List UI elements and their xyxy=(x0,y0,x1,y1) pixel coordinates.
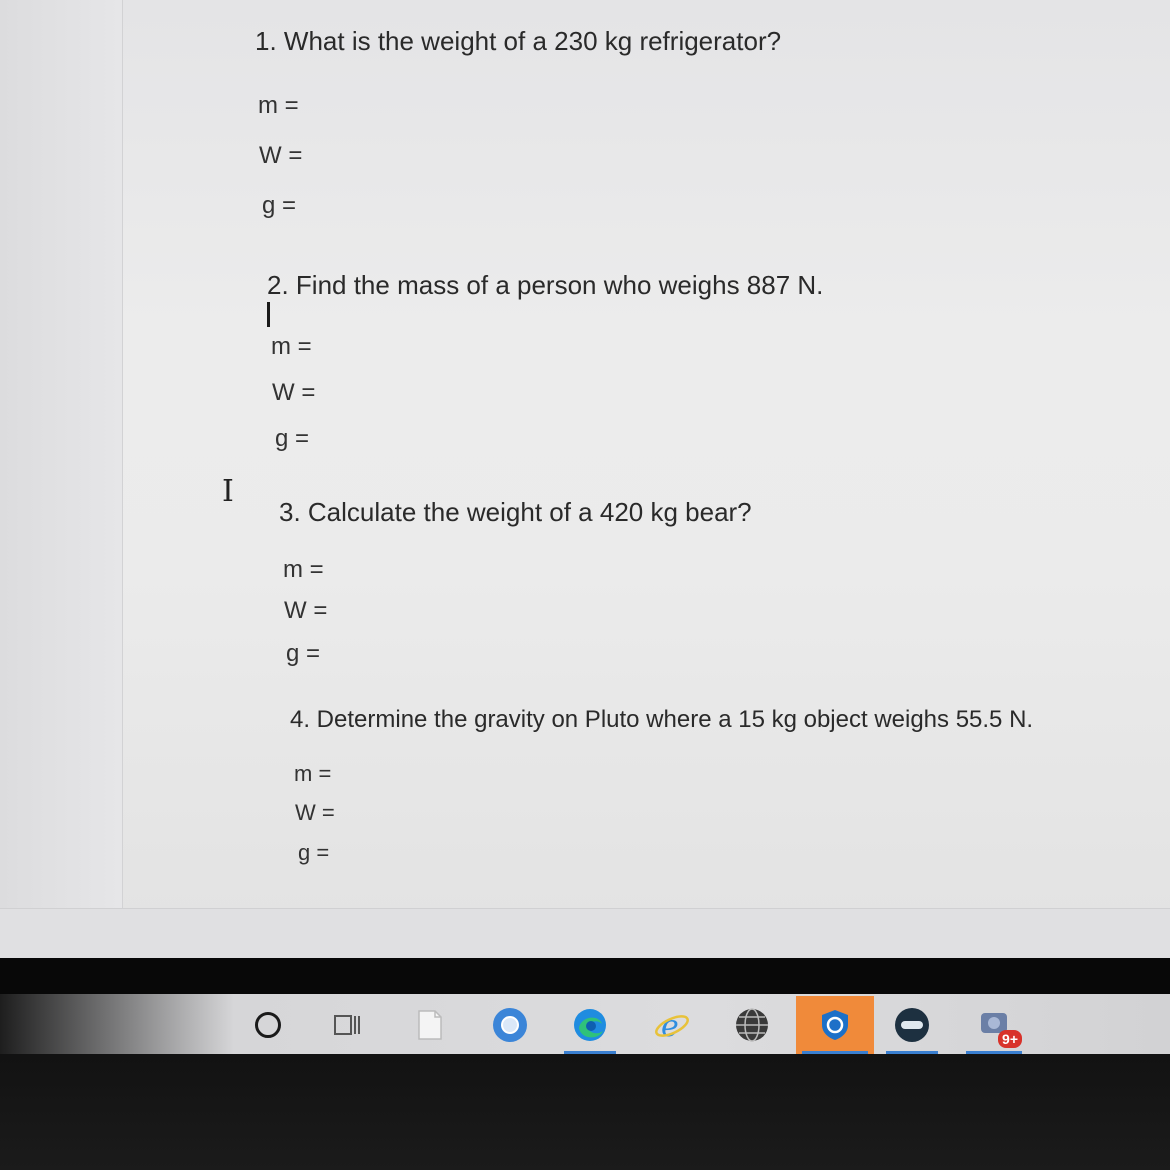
cortana-search-icon xyxy=(255,1012,281,1038)
question-2-weight-label: W = xyxy=(272,379,316,406)
edge-icon xyxy=(571,1006,609,1044)
question-4-weight-label: W = xyxy=(295,800,335,825)
question-2-mass-label: m = xyxy=(271,333,312,360)
screen-bezel xyxy=(0,958,1170,998)
globe-icon xyxy=(734,1007,770,1043)
question-3-weight-label: W = xyxy=(284,597,328,624)
chrome-button[interactable] xyxy=(478,996,542,1054)
svg-text:e: e xyxy=(661,1009,679,1044)
question-4-mass-label: m = xyxy=(294,761,332,786)
text-caret xyxy=(267,302,270,327)
question-1-mass-label: m = xyxy=(258,92,299,119)
laptop-lower-bezel xyxy=(0,1054,1170,1170)
question-3-prompt: 3. Calculate the weight of a 420 kg bear? xyxy=(279,497,752,527)
question-1-weight-label: W = xyxy=(259,142,303,169)
page-left-margin xyxy=(0,0,123,908)
ibeam-cursor-icon: I xyxy=(222,474,234,509)
task-view-button[interactable] xyxy=(316,996,380,1054)
question-4-gravity-label: g = xyxy=(298,840,330,865)
question-3-mass-label: m = xyxy=(283,556,324,583)
security-shield-button[interactable] xyxy=(796,996,874,1054)
cortana-search-button[interactable] xyxy=(236,996,300,1054)
chrome-icon xyxy=(493,1008,527,1042)
question-4-prompt: 4. Determine the gravity on Pluto where a 15 kg object weighs 55.5 N. xyxy=(290,706,1034,733)
internet-explorer-icon xyxy=(653,1006,691,1044)
file-icon xyxy=(416,1009,444,1041)
notification-badge: 9+ xyxy=(998,1030,1022,1048)
task-view-icon xyxy=(333,1013,363,1037)
edge-button[interactable] xyxy=(558,996,622,1054)
page-bottom-edge xyxy=(0,908,1170,959)
app-icon xyxy=(895,1008,929,1042)
question-2-prompt: 2. Find the mass of a person who weighs 887 N. xyxy=(267,270,824,300)
app-button[interactable] xyxy=(880,996,944,1054)
security-shield-icon xyxy=(817,1007,853,1043)
question-1-gravity-label: g = xyxy=(262,192,297,219)
file-button[interactable] xyxy=(398,996,462,1054)
question-1-prompt: 1. What is the weight of a 230 kg refrigerator? xyxy=(255,26,782,56)
internet-explorer-button[interactable] xyxy=(640,996,704,1054)
question-2-gravity-label: g = xyxy=(275,425,310,452)
globe-button[interactable] xyxy=(720,996,784,1054)
notification-app-button[interactable] xyxy=(960,996,1028,1054)
question-3-gravity-label: g = xyxy=(286,640,321,667)
